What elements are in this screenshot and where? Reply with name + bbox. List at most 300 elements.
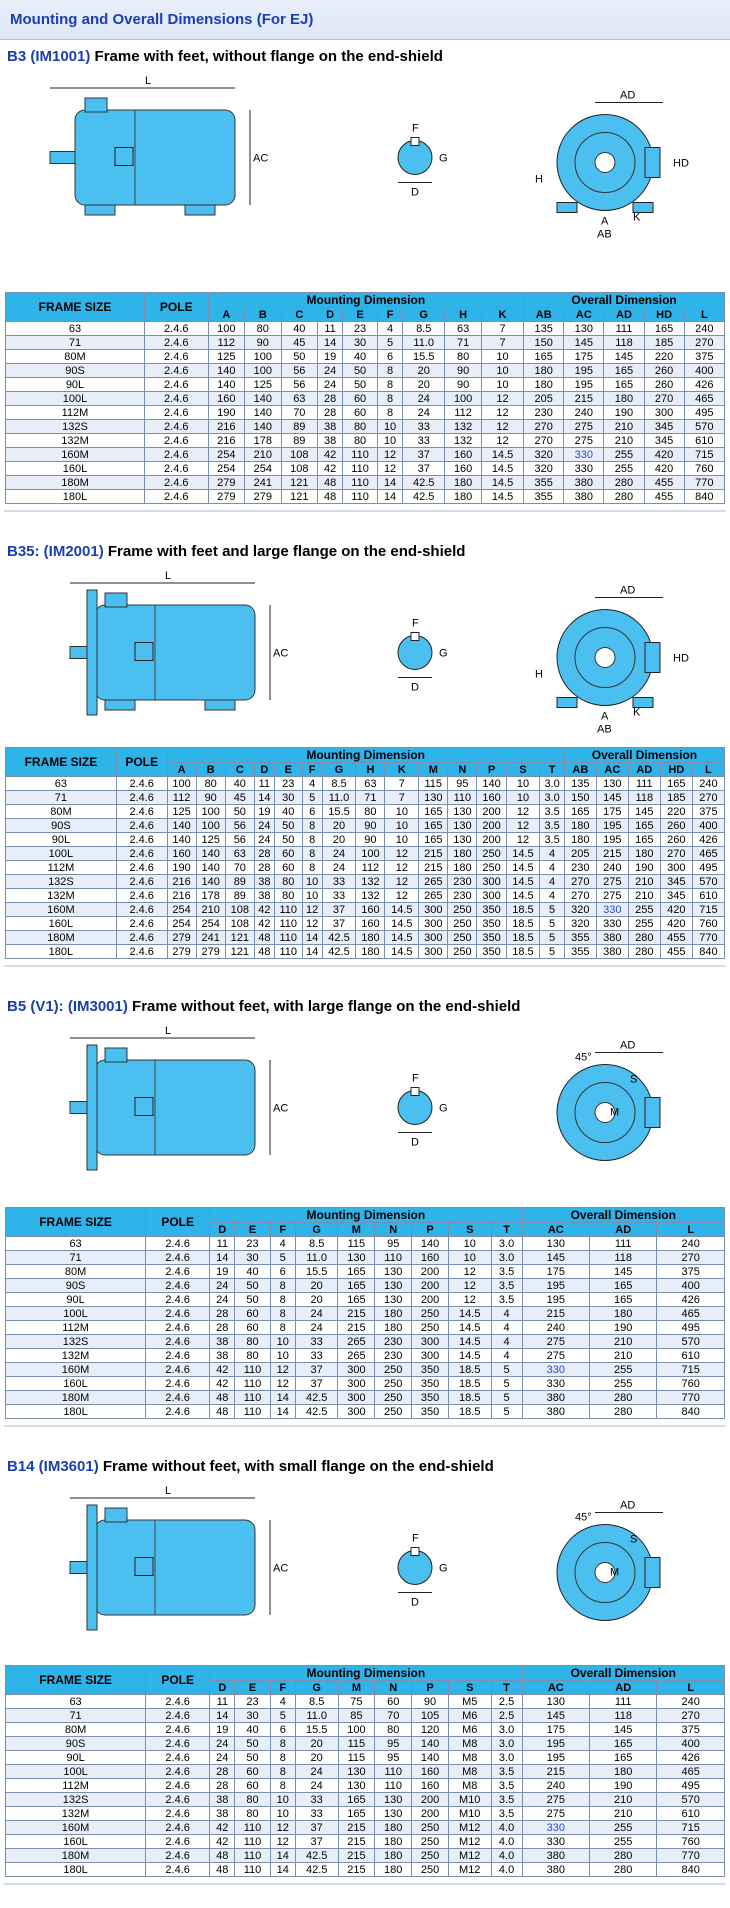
table-cell: 63 bbox=[6, 322, 145, 336]
table-cell: 50 bbox=[235, 1279, 270, 1293]
table-cell: 240 bbox=[522, 1321, 589, 1335]
table-cell: 165 bbox=[589, 1293, 656, 1307]
table-cell: 840 bbox=[684, 490, 724, 504]
column-header: G bbox=[322, 763, 356, 777]
table-cell: 300 bbox=[477, 875, 506, 889]
table-cell: 275 bbox=[522, 1807, 589, 1821]
table-cell: 215 bbox=[419, 861, 448, 875]
table-cell: 265 bbox=[419, 889, 448, 903]
column-header: A bbox=[167, 763, 196, 777]
table-cell: 71 bbox=[6, 336, 145, 350]
table-cell: 42.5 bbox=[322, 931, 356, 945]
table-cell: 380 bbox=[596, 931, 628, 945]
table-cell: 2.4.6 bbox=[146, 1279, 210, 1293]
table-cell: 11 bbox=[210, 1695, 235, 1709]
table-cell: 63 bbox=[6, 777, 117, 791]
table-cell: 254 bbox=[208, 448, 245, 462]
table-row bbox=[6, 861, 725, 875]
motor-outline-drawing bbox=[5, 70, 725, 292]
table-cell: 80M bbox=[6, 1723, 146, 1737]
header-overall-dimension: Overall Dimension bbox=[522, 1666, 724, 1681]
column-header: N bbox=[448, 763, 477, 777]
table-cell: 14.5 bbox=[385, 945, 419, 959]
table-cell: 60 bbox=[274, 847, 302, 861]
table-cell: 270 bbox=[657, 1709, 725, 1723]
section-title: Frame with feet and large flange on the end-shield bbox=[107, 543, 466, 560]
table-cell: 23 bbox=[235, 1237, 270, 1251]
column-header: P bbox=[412, 1681, 449, 1695]
table-cell: 80 bbox=[274, 875, 302, 889]
table-cell: 270 bbox=[657, 1251, 725, 1265]
table-cell: 37 bbox=[322, 917, 356, 931]
table-cell: 71 bbox=[6, 1709, 146, 1723]
table-cell: 240 bbox=[657, 1237, 725, 1251]
table-cell: 840 bbox=[692, 945, 724, 959]
table-cell: 135 bbox=[564, 777, 596, 791]
table-cell: 250 bbox=[448, 945, 477, 959]
table-cell: 50 bbox=[235, 1293, 270, 1307]
table-cell: 15.5 bbox=[403, 350, 445, 364]
table-cell: 14.5 bbox=[448, 1335, 491, 1349]
table-cell: 280 bbox=[589, 1391, 656, 1405]
table-cell: 180 bbox=[524, 364, 564, 378]
table-cell: 465 bbox=[692, 847, 724, 861]
table-cell: 6 bbox=[378, 350, 403, 364]
table-cell: 30 bbox=[343, 336, 378, 350]
column-header: AB bbox=[564, 763, 596, 777]
table-cell: 5 bbox=[378, 336, 403, 350]
table-cell: 190 bbox=[589, 1321, 656, 1335]
table-cell: 175 bbox=[596, 805, 628, 819]
table-cell: 165 bbox=[419, 805, 448, 819]
table-cell: 715 bbox=[684, 448, 724, 462]
table-cell: 90S bbox=[6, 1279, 146, 1293]
table-cell: 195 bbox=[564, 378, 604, 392]
table-cell: 230 bbox=[375, 1349, 412, 1363]
table-row bbox=[6, 1751, 725, 1765]
table-cell: 145 bbox=[596, 791, 628, 805]
table-cell: 42.5 bbox=[403, 476, 445, 490]
table-cell: 12 bbox=[385, 861, 419, 875]
table-cell: 178 bbox=[245, 434, 282, 448]
table-cell: 140 bbox=[412, 1751, 449, 1765]
table-cell: 5 bbox=[540, 931, 565, 945]
table-cell: M6 bbox=[448, 1723, 491, 1737]
dimension-label-F: F bbox=[412, 617, 419, 630]
column-header: D bbox=[318, 308, 343, 322]
table-cell: 100L bbox=[6, 847, 117, 861]
table-cell: 37 bbox=[295, 1363, 338, 1377]
table-row bbox=[6, 1723, 725, 1737]
table-cell: 12 bbox=[302, 917, 322, 931]
table-row bbox=[6, 1695, 725, 1709]
table-cell: 2.4.6 bbox=[145, 476, 209, 490]
table-cell: 112M bbox=[6, 1321, 146, 1335]
table-cell: 5 bbox=[540, 903, 565, 917]
table-cell: 42 bbox=[210, 1835, 235, 1849]
table-cell: 210 bbox=[589, 1807, 656, 1821]
table-cell: 350 bbox=[477, 903, 506, 917]
table-cell: 11.0 bbox=[322, 791, 356, 805]
table-cell: 100L bbox=[6, 392, 145, 406]
header-mounting-dimension: Mounting Dimension bbox=[208, 293, 524, 308]
header-frame-size: FRAME SIZE bbox=[6, 748, 117, 777]
table-cell: 33 bbox=[403, 434, 445, 448]
table-cell: 80M bbox=[6, 1265, 146, 1279]
table-cell: 190 bbox=[167, 861, 196, 875]
table-cell: 110 bbox=[343, 476, 378, 490]
table-cell: 250 bbox=[375, 1405, 412, 1419]
table-cell: 350 bbox=[412, 1363, 449, 1377]
table-row bbox=[6, 434, 725, 448]
table-cell: 63 bbox=[6, 1237, 146, 1251]
table-cell: 11 bbox=[210, 1237, 235, 1251]
table-cell: 2.4.6 bbox=[146, 1821, 210, 1835]
table-cell: 320 bbox=[524, 462, 564, 476]
table-cell: 132M bbox=[6, 1807, 146, 1821]
table-cell: 185 bbox=[660, 791, 692, 805]
column-header: F bbox=[270, 1223, 295, 1237]
table-cell: 56 bbox=[281, 378, 318, 392]
table-cell: 15.5 bbox=[295, 1265, 338, 1279]
table-row bbox=[6, 1793, 725, 1807]
dimension-label-AC: AC bbox=[253, 152, 269, 165]
table-cell: 19 bbox=[254, 805, 274, 819]
table-cell: 132 bbox=[445, 434, 482, 448]
table-cell: 100L bbox=[6, 1765, 146, 1779]
dimension-label-angle: 45° bbox=[575, 1051, 592, 1064]
table-cell: 42 bbox=[210, 1377, 235, 1391]
table-cell: 178 bbox=[196, 889, 225, 903]
table-cell: 8 bbox=[270, 1279, 295, 1293]
table-cell: 140 bbox=[196, 861, 225, 875]
table-cell: 118 bbox=[604, 336, 644, 350]
table-cell: 110 bbox=[235, 1821, 270, 1835]
table-cell: 2.4.6 bbox=[146, 1737, 210, 1751]
table-cell: 200 bbox=[412, 1807, 449, 1821]
table-cell: 160 bbox=[208, 392, 245, 406]
table-cell: 330 bbox=[596, 917, 628, 931]
table-cell: 130 bbox=[419, 791, 448, 805]
dimension-section bbox=[0, 40, 730, 535]
table-cell: 215 bbox=[338, 1321, 375, 1335]
header-frame-size: FRAME SIZE bbox=[6, 293, 145, 322]
table-cell: 140 bbox=[412, 1737, 449, 1751]
table-cell: 3.0 bbox=[491, 1237, 522, 1251]
table-cell: 7 bbox=[385, 777, 419, 791]
table-cell: 279 bbox=[208, 476, 245, 490]
table-cell: 90S bbox=[6, 364, 145, 378]
table-cell: 18.5 bbox=[448, 1391, 491, 1405]
table-cell: 11 bbox=[254, 777, 274, 791]
column-header: C bbox=[225, 763, 254, 777]
table-cell: 130 bbox=[564, 322, 604, 336]
table-cell: 24 bbox=[403, 406, 445, 420]
table-cell: 2.4.6 bbox=[116, 875, 167, 889]
column-header: E bbox=[235, 1223, 270, 1237]
table-cell: 2.4.6 bbox=[146, 1307, 210, 1321]
section-divider bbox=[4, 1883, 726, 1885]
table-cell: 14.5 bbox=[506, 847, 540, 861]
dimension-label-AD: AD bbox=[620, 89, 636, 102]
table-cell: 280 bbox=[628, 931, 660, 945]
table-cell: 250 bbox=[412, 1863, 449, 1877]
table-cell: 250 bbox=[448, 917, 477, 931]
table-cell: 70 bbox=[281, 406, 318, 420]
table-cell: 110 bbox=[235, 1405, 270, 1419]
table-cell: 2.4.6 bbox=[146, 1807, 210, 1821]
table-cell: 12 bbox=[270, 1821, 295, 1835]
table-cell: 280 bbox=[604, 476, 644, 490]
table-row bbox=[6, 350, 725, 364]
dimension-label-AD: AD bbox=[620, 1039, 636, 1052]
table-cell: 4.0 bbox=[491, 1835, 522, 1849]
dimension-label-K: K bbox=[633, 211, 641, 224]
motor-drawings bbox=[0, 1020, 730, 1207]
mounting-code: B35: (IM2001) bbox=[7, 543, 108, 560]
table-cell: 250 bbox=[448, 931, 477, 945]
table-cell: 2.4.6 bbox=[145, 406, 209, 420]
table-cell: 2.4.6 bbox=[145, 448, 209, 462]
table-cell: 426 bbox=[657, 1751, 725, 1765]
table-cell: 216 bbox=[208, 434, 245, 448]
table-cell: 95 bbox=[375, 1737, 412, 1751]
table-cell: 215 bbox=[338, 1821, 375, 1835]
table-cell: 8 bbox=[378, 406, 403, 420]
table-row bbox=[6, 1279, 725, 1293]
table-cell: 12 bbox=[506, 805, 540, 819]
table-cell: 375 bbox=[692, 805, 724, 819]
table-cell: 125 bbox=[167, 805, 196, 819]
table-cell: 112M bbox=[6, 406, 145, 420]
table-row bbox=[6, 1363, 725, 1377]
table-cell: 108 bbox=[281, 448, 318, 462]
dimension-label-F: F bbox=[412, 122, 419, 135]
table-cell: 10 bbox=[270, 1349, 295, 1363]
header-mounting-dimension: Mounting Dimension bbox=[210, 1208, 522, 1223]
table-cell: 14 bbox=[210, 1251, 235, 1265]
table-cell: 130 bbox=[375, 1265, 412, 1279]
table-cell: 18.5 bbox=[506, 917, 540, 931]
table-cell: 254 bbox=[167, 917, 196, 931]
table-cell: 14.5 bbox=[448, 1349, 491, 1363]
table-cell: 24 bbox=[254, 819, 274, 833]
table-cell: 121 bbox=[225, 931, 254, 945]
table-cell: 24 bbox=[295, 1779, 338, 1793]
table-cell: 165 bbox=[589, 1751, 656, 1765]
table-cell: 2.5 bbox=[491, 1709, 522, 1723]
table-cell: 2.4.6 bbox=[146, 1335, 210, 1349]
table-cell: 24 bbox=[318, 364, 343, 378]
table-cell: 42.5 bbox=[295, 1863, 338, 1877]
table-row bbox=[6, 1335, 725, 1349]
table-cell: 2.5 bbox=[491, 1695, 522, 1709]
table-cell: 112 bbox=[208, 336, 245, 350]
column-header: F bbox=[378, 308, 403, 322]
table-row bbox=[6, 392, 725, 406]
table-cell: 63 bbox=[356, 777, 385, 791]
column-header: H bbox=[356, 763, 385, 777]
table-cell: 2.4.6 bbox=[146, 1849, 210, 1863]
table-cell: 130 bbox=[338, 1251, 375, 1265]
table-cell: 840 bbox=[657, 1405, 725, 1419]
table-cell: 140 bbox=[208, 378, 245, 392]
table-cell: 160M bbox=[6, 903, 117, 917]
dimension-label-angle: 45° bbox=[575, 1511, 592, 1524]
section-title: Frame without feet, with large flange on the end-shield bbox=[132, 998, 521, 1015]
table-cell: 60 bbox=[343, 406, 378, 420]
table-cell: M8 bbox=[448, 1779, 491, 1793]
table-cell: 38 bbox=[210, 1335, 235, 1349]
table-cell: 5 bbox=[491, 1363, 522, 1377]
table-cell: 215 bbox=[596, 847, 628, 861]
table-cell: 250 bbox=[375, 1391, 412, 1405]
table-cell: 105 bbox=[412, 1709, 449, 1723]
column-header: P bbox=[412, 1223, 449, 1237]
table-cell: 3.0 bbox=[491, 1751, 522, 1765]
table-cell: 132M bbox=[6, 1349, 146, 1363]
table-cell: 80 bbox=[274, 889, 302, 903]
table-cell: 110 bbox=[448, 791, 477, 805]
table-cell: 5 bbox=[270, 1251, 295, 1265]
table-cell: 48 bbox=[254, 945, 274, 959]
dimension-label-L: L bbox=[165, 570, 172, 582]
dimension-label-AD: AD bbox=[620, 584, 636, 597]
table-cell: M5 bbox=[448, 1695, 491, 1709]
table-cell: 2.4.6 bbox=[145, 420, 209, 434]
table-cell: 14.5 bbox=[481, 448, 523, 462]
table-cell: 350 bbox=[412, 1405, 449, 1419]
table-cell: 100 bbox=[356, 847, 385, 861]
table-cell: 2.4.6 bbox=[146, 1265, 210, 1279]
table-cell: 18.5 bbox=[448, 1363, 491, 1377]
table-cell: 100 bbox=[196, 819, 225, 833]
table-cell: 125 bbox=[196, 833, 225, 847]
table-cell: 110 bbox=[375, 1765, 412, 1779]
table-cell: 24 bbox=[254, 833, 274, 847]
mounting-code: B14 (IM3601) bbox=[7, 1458, 103, 1475]
table-cell: 6 bbox=[302, 805, 322, 819]
table-cell: 100 bbox=[245, 364, 282, 378]
table-cell: 250 bbox=[412, 1849, 449, 1863]
table-row bbox=[6, 420, 725, 434]
dimension-label-G: G bbox=[439, 1562, 448, 1575]
dimension-label-AC: AC bbox=[273, 1102, 289, 1115]
table-cell: 760 bbox=[692, 917, 724, 931]
section-title: Frame with feet, without flange on the end-shield bbox=[94, 48, 443, 65]
table-cell: 10 bbox=[270, 1335, 295, 1349]
table-cell: 279 bbox=[167, 931, 196, 945]
table-cell: 15.5 bbox=[295, 1723, 338, 1737]
table-cell: 5 bbox=[540, 917, 565, 931]
column-header: T bbox=[491, 1223, 522, 1237]
table-cell: 300 bbox=[419, 931, 448, 945]
table-cell: 56 bbox=[225, 819, 254, 833]
table-cell: 10 bbox=[481, 378, 523, 392]
table-cell: 12 bbox=[481, 392, 523, 406]
table-cell: 8 bbox=[270, 1737, 295, 1751]
table-cell: 110 bbox=[235, 1863, 270, 1877]
table-cell: 330 bbox=[596, 903, 628, 917]
table-cell: 230 bbox=[564, 861, 596, 875]
table-cell: 255 bbox=[589, 1363, 656, 1377]
table-cell: 14.5 bbox=[385, 917, 419, 931]
table-cell: 28 bbox=[210, 1765, 235, 1779]
table-cell: 210 bbox=[628, 875, 660, 889]
table-cell: 70 bbox=[225, 861, 254, 875]
table-cell: 140 bbox=[245, 406, 282, 420]
table-cell: 110 bbox=[274, 917, 302, 931]
section-heading bbox=[0, 990, 730, 1020]
table-cell: 190 bbox=[208, 406, 245, 420]
dimension-label-M: M bbox=[610, 1106, 620, 1119]
table-cell: 18.5 bbox=[448, 1377, 491, 1391]
table-cell: 110 bbox=[235, 1391, 270, 1405]
table-cell: 200 bbox=[477, 805, 506, 819]
table-cell: 495 bbox=[657, 1321, 725, 1335]
table-cell: 20 bbox=[295, 1737, 338, 1751]
table-cell: 270 bbox=[660, 847, 692, 861]
table-cell: 115 bbox=[338, 1737, 375, 1751]
table-cell: 160L bbox=[6, 1377, 146, 1391]
table-row bbox=[6, 791, 725, 805]
table-cell: 2.4.6 bbox=[116, 819, 167, 833]
table-cell: 330 bbox=[522, 1363, 589, 1377]
dimension-section bbox=[0, 990, 730, 1450]
motor-outline-drawing bbox=[5, 1020, 725, 1207]
table-cell: 2.4.6 bbox=[116, 903, 167, 917]
table-cell: 570 bbox=[657, 1793, 725, 1807]
table-cell: 180 bbox=[375, 1863, 412, 1877]
table-cell: 90L bbox=[6, 378, 145, 392]
table-cell: 195 bbox=[522, 1751, 589, 1765]
table-cell: M12 bbox=[448, 1835, 491, 1849]
column-header: AC bbox=[522, 1223, 589, 1237]
motor-outline-drawing bbox=[5, 565, 725, 747]
table-cell: 400 bbox=[692, 819, 724, 833]
table-cell: 380 bbox=[522, 1391, 589, 1405]
table-cell: 330 bbox=[522, 1835, 589, 1849]
table-cell: 14 bbox=[302, 931, 322, 945]
table-cell: 215 bbox=[522, 1765, 589, 1779]
table-cell: 380 bbox=[522, 1405, 589, 1419]
table-cell: 10 bbox=[378, 420, 403, 434]
dimension-label-K: K bbox=[633, 706, 641, 719]
table-cell: 165 bbox=[524, 350, 564, 364]
table-cell: M8 bbox=[448, 1765, 491, 1779]
table-cell: 110 bbox=[235, 1363, 270, 1377]
column-header: AD bbox=[589, 1681, 656, 1695]
header-pole: POLE bbox=[146, 1208, 210, 1237]
table-row bbox=[6, 1765, 725, 1779]
table-cell: 14.5 bbox=[448, 1307, 491, 1321]
table-cell: 4 bbox=[540, 889, 565, 903]
table-cell: 132 bbox=[445, 420, 482, 434]
table-cell: 2.4.6 bbox=[145, 322, 209, 336]
table-cell: 132M bbox=[6, 434, 145, 448]
table-cell: 80 bbox=[356, 805, 385, 819]
table-row bbox=[6, 833, 725, 847]
table-cell: 50 bbox=[274, 833, 302, 847]
table-cell: 195 bbox=[596, 819, 628, 833]
table-cell: 3.0 bbox=[540, 777, 565, 791]
table-cell: 220 bbox=[660, 805, 692, 819]
table-cell: 2.4.6 bbox=[116, 945, 167, 959]
table-cell: 130 bbox=[522, 1237, 589, 1251]
table-cell: 110 bbox=[235, 1377, 270, 1391]
table-cell: 6 bbox=[270, 1265, 295, 1279]
table-cell: 140 bbox=[208, 364, 245, 378]
